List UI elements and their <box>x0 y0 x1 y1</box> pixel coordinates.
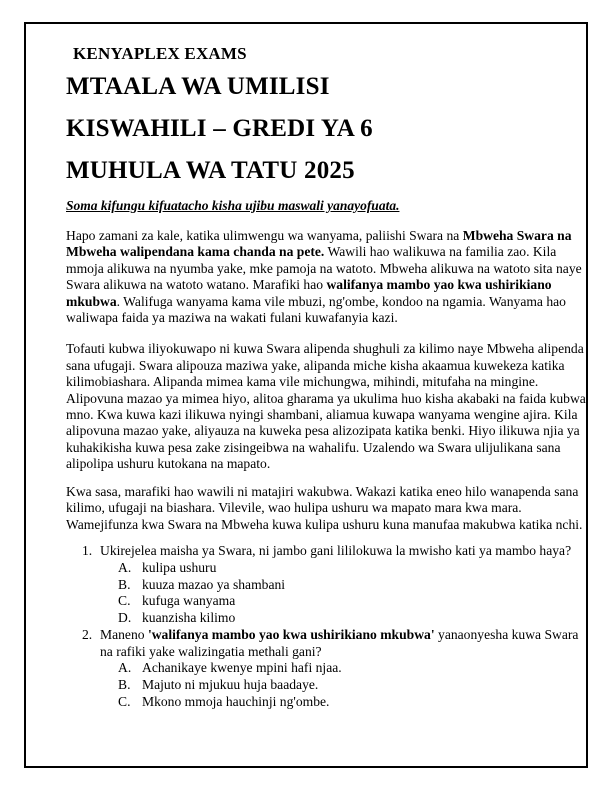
question-2-option-c-text: Mkono mmoja hauchinji ng'ombe. <box>142 694 330 710</box>
exam-board-name: KENYAPLEX EXAMS <box>73 44 247 63</box>
passage-paragraph-3: Kwa sasa, marafiki hao wawili ni matajiri wakubwa. Wakazi katika eneo hilo wanapenda sana kilimo, ufugaji na biashara. Vilevile, wao hulipa ushuru wa mapato mara kwa mara. Wamejifunza kwa Swara na Mbweha kuwa kulipa ushuru kuna manufaa makubwa katika nchi. <box>66 483 583 532</box>
passage-paragraph-2: Tofauti kubwa iliyokuwapo ni kuwa Swara alipenda shughuli za kilimo naye Mbweha alipenda sana ufugaji. Swara alipouza maziwa yake, alipanda miche kisha akaamua kuwekeza katika kilimobiashara. Alipanda mimea kama vile michungwa, mihindi, mitufaha na mingine. Alipovuna mazao ya mimea hiyo, alitoa gharama ya ukulima huo kisha akabaki na faida kubwa mno. Kwa kuwa kazi ilikuwa nyingi shambani, aliamua kuwapa wanyama wengine ajira. Kila alipovuna mazao yake, aliyauza na kuweka pesa alizozipata katika benki. Hiyo ilikuwa njia ya kuhakikisha kuwa pesa zake zisingeibwa na wahalifu. Uzalendo wa Swara ulijulikana sana alipolipa ushuru kutokana na mapato. <box>66 341 586 472</box>
question-1-option-a <box>66 560 586 577</box>
question-1-option-b-text: kuuza mazao ya shambani <box>142 576 286 592</box>
passage-instruction: Soma kifungu kifuatacho kisha ujibu maswali yanayofuata. <box>66 198 400 213</box>
page-content <box>66 44 586 711</box>
question-2-stem-text-1: Maneno <box>100 626 148 642</box>
passage-paragraph-1 <box>66 228 586 326</box>
question-2-number: 2. <box>82 626 93 642</box>
question-1-option-d-letter: D. <box>118 610 132 626</box>
question-2-stem-row <box>66 627 586 661</box>
question-2-option-a-letter: A. <box>118 660 132 676</box>
question-1-option-c-letter: C. <box>118 593 131 609</box>
question-2 <box>66 627 586 711</box>
question-1-stem-row <box>66 543 586 560</box>
question-2-stem-text-2: yanaonyesha kuwa Swara na rafiki yake walizingatia methali gani? <box>100 626 579 659</box>
paragraph-1-bold-phrase-2: walifanya mambo yao kwa ushirikiano mkubwa <box>66 277 552 309</box>
question-1-option-d-text: kuanzisha kilimo <box>142 610 236 626</box>
question-2-stem-bold-phrase: 'walifanya mambo yao kwa ushirikiano mkubwa' <box>147 626 435 642</box>
question-2-option-c-letter: C. <box>118 694 131 710</box>
question-1 <box>66 543 586 627</box>
question-2-option-b-text: Majuto ni mjukuu huja baadaye. <box>142 677 319 693</box>
question-2-option-b <box>66 677 586 694</box>
question-1-option-b <box>66 577 586 594</box>
questions-section <box>66 543 586 711</box>
question-1-option-c-text: kufuga wanyama <box>142 593 236 609</box>
question-1-option-d <box>66 610 586 627</box>
question-1-number: 1. <box>82 542 93 558</box>
question-1-stem: Ukirejelea maisha ya Swara, ni jambo gani lililokuwa la mwisho kati ya mambo haya? <box>100 542 572 558</box>
question-2-stem <box>100 627 586 661</box>
question-1-option-a-text: kulipa ushuru <box>142 559 217 575</box>
doc-title-line-2: KISWAHILI – GREDI YA 6 <box>66 115 373 142</box>
question-1-option-c <box>66 593 586 610</box>
question-2-option-b-letter: B. <box>118 677 131 693</box>
question-2-option-a <box>66 660 586 677</box>
question-2-option-c <box>66 694 586 711</box>
paragraph-1-bold-phrase-1: Mbweha Swara na Mbweha walipendana kama chanda na pete. <box>66 228 572 260</box>
question-1-option-b-letter: B. <box>118 576 131 592</box>
paragraph-1-text-1: Hapo zamani za kale, katika ulimwengu wa wanyama, paliishi Swara na <box>66 228 463 243</box>
paragraph-1-text-2: Wawili hao walikuwa na familia zao. Kila mmoja alikuwa na nyumba yake, mke pamoja na watoto. Mbweha alikuwa na watoto sita naye Swara alikuwa na watoto watano. Marafiki hao <box>66 244 582 293</box>
question-1-option-a-letter: A. <box>118 559 132 575</box>
doc-title-line-1: MTAALA WA UMILISI <box>66 73 330 100</box>
question-2-option-a-text: Achanikaye kwenye mpini hafi njaa. <box>142 660 342 676</box>
paragraph-1-text-3: . Walifuga wanyama kama vile mbuzi, ng'ombe, kondoo na ngamia. Wanyama hao waliwapa faida ya maziwa na wakati fulani kuwafanyia kazi. <box>66 293 566 326</box>
doc-title-line-3: MUHULA WA TATU 2025 <box>66 157 355 184</box>
